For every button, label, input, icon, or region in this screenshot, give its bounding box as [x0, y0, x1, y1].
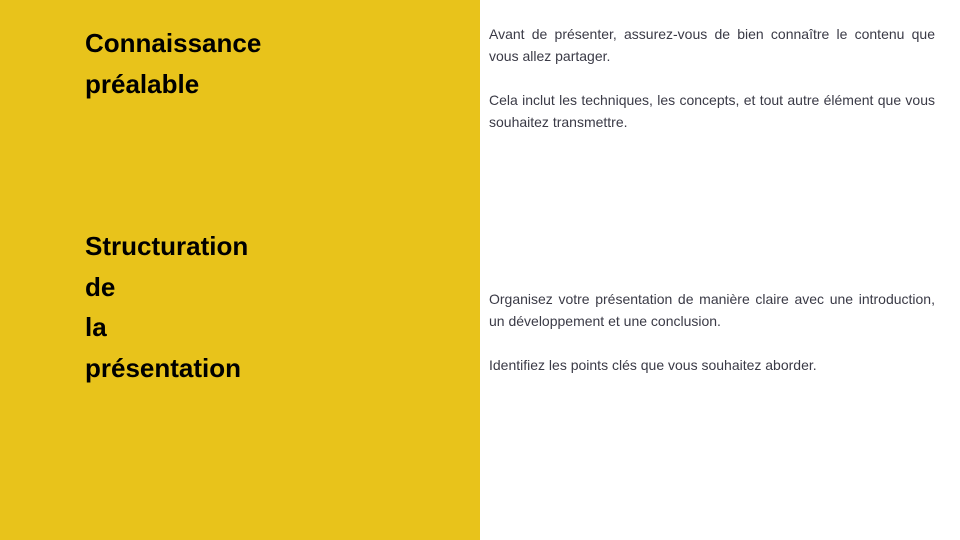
- section-body-prior-knowledge: [489, 23, 935, 133]
- paragraph: Avant de présenter, assurez-vous de bien connaître le contenu que vous allez partager.: [489, 26, 935, 64]
- section-title-presentation-structure: Structuration de la présentation: [85, 231, 249, 383]
- section-title-prior-knowledge: Connaissance préalable: [85, 28, 262, 99]
- section-body-presentation-structure: [489, 288, 935, 376]
- paragraph: Identifiez les points clés que vous souhaitez aborder.: [489, 357, 817, 373]
- paragraph: Cela inclut les techniques, les concepts, et tout autre élément que vous souhaitez transmettre.: [489, 92, 935, 130]
- paragraph: Organisez votre présentation de manière claire avec une introduction, un développement et une conclusion.: [489, 291, 935, 329]
